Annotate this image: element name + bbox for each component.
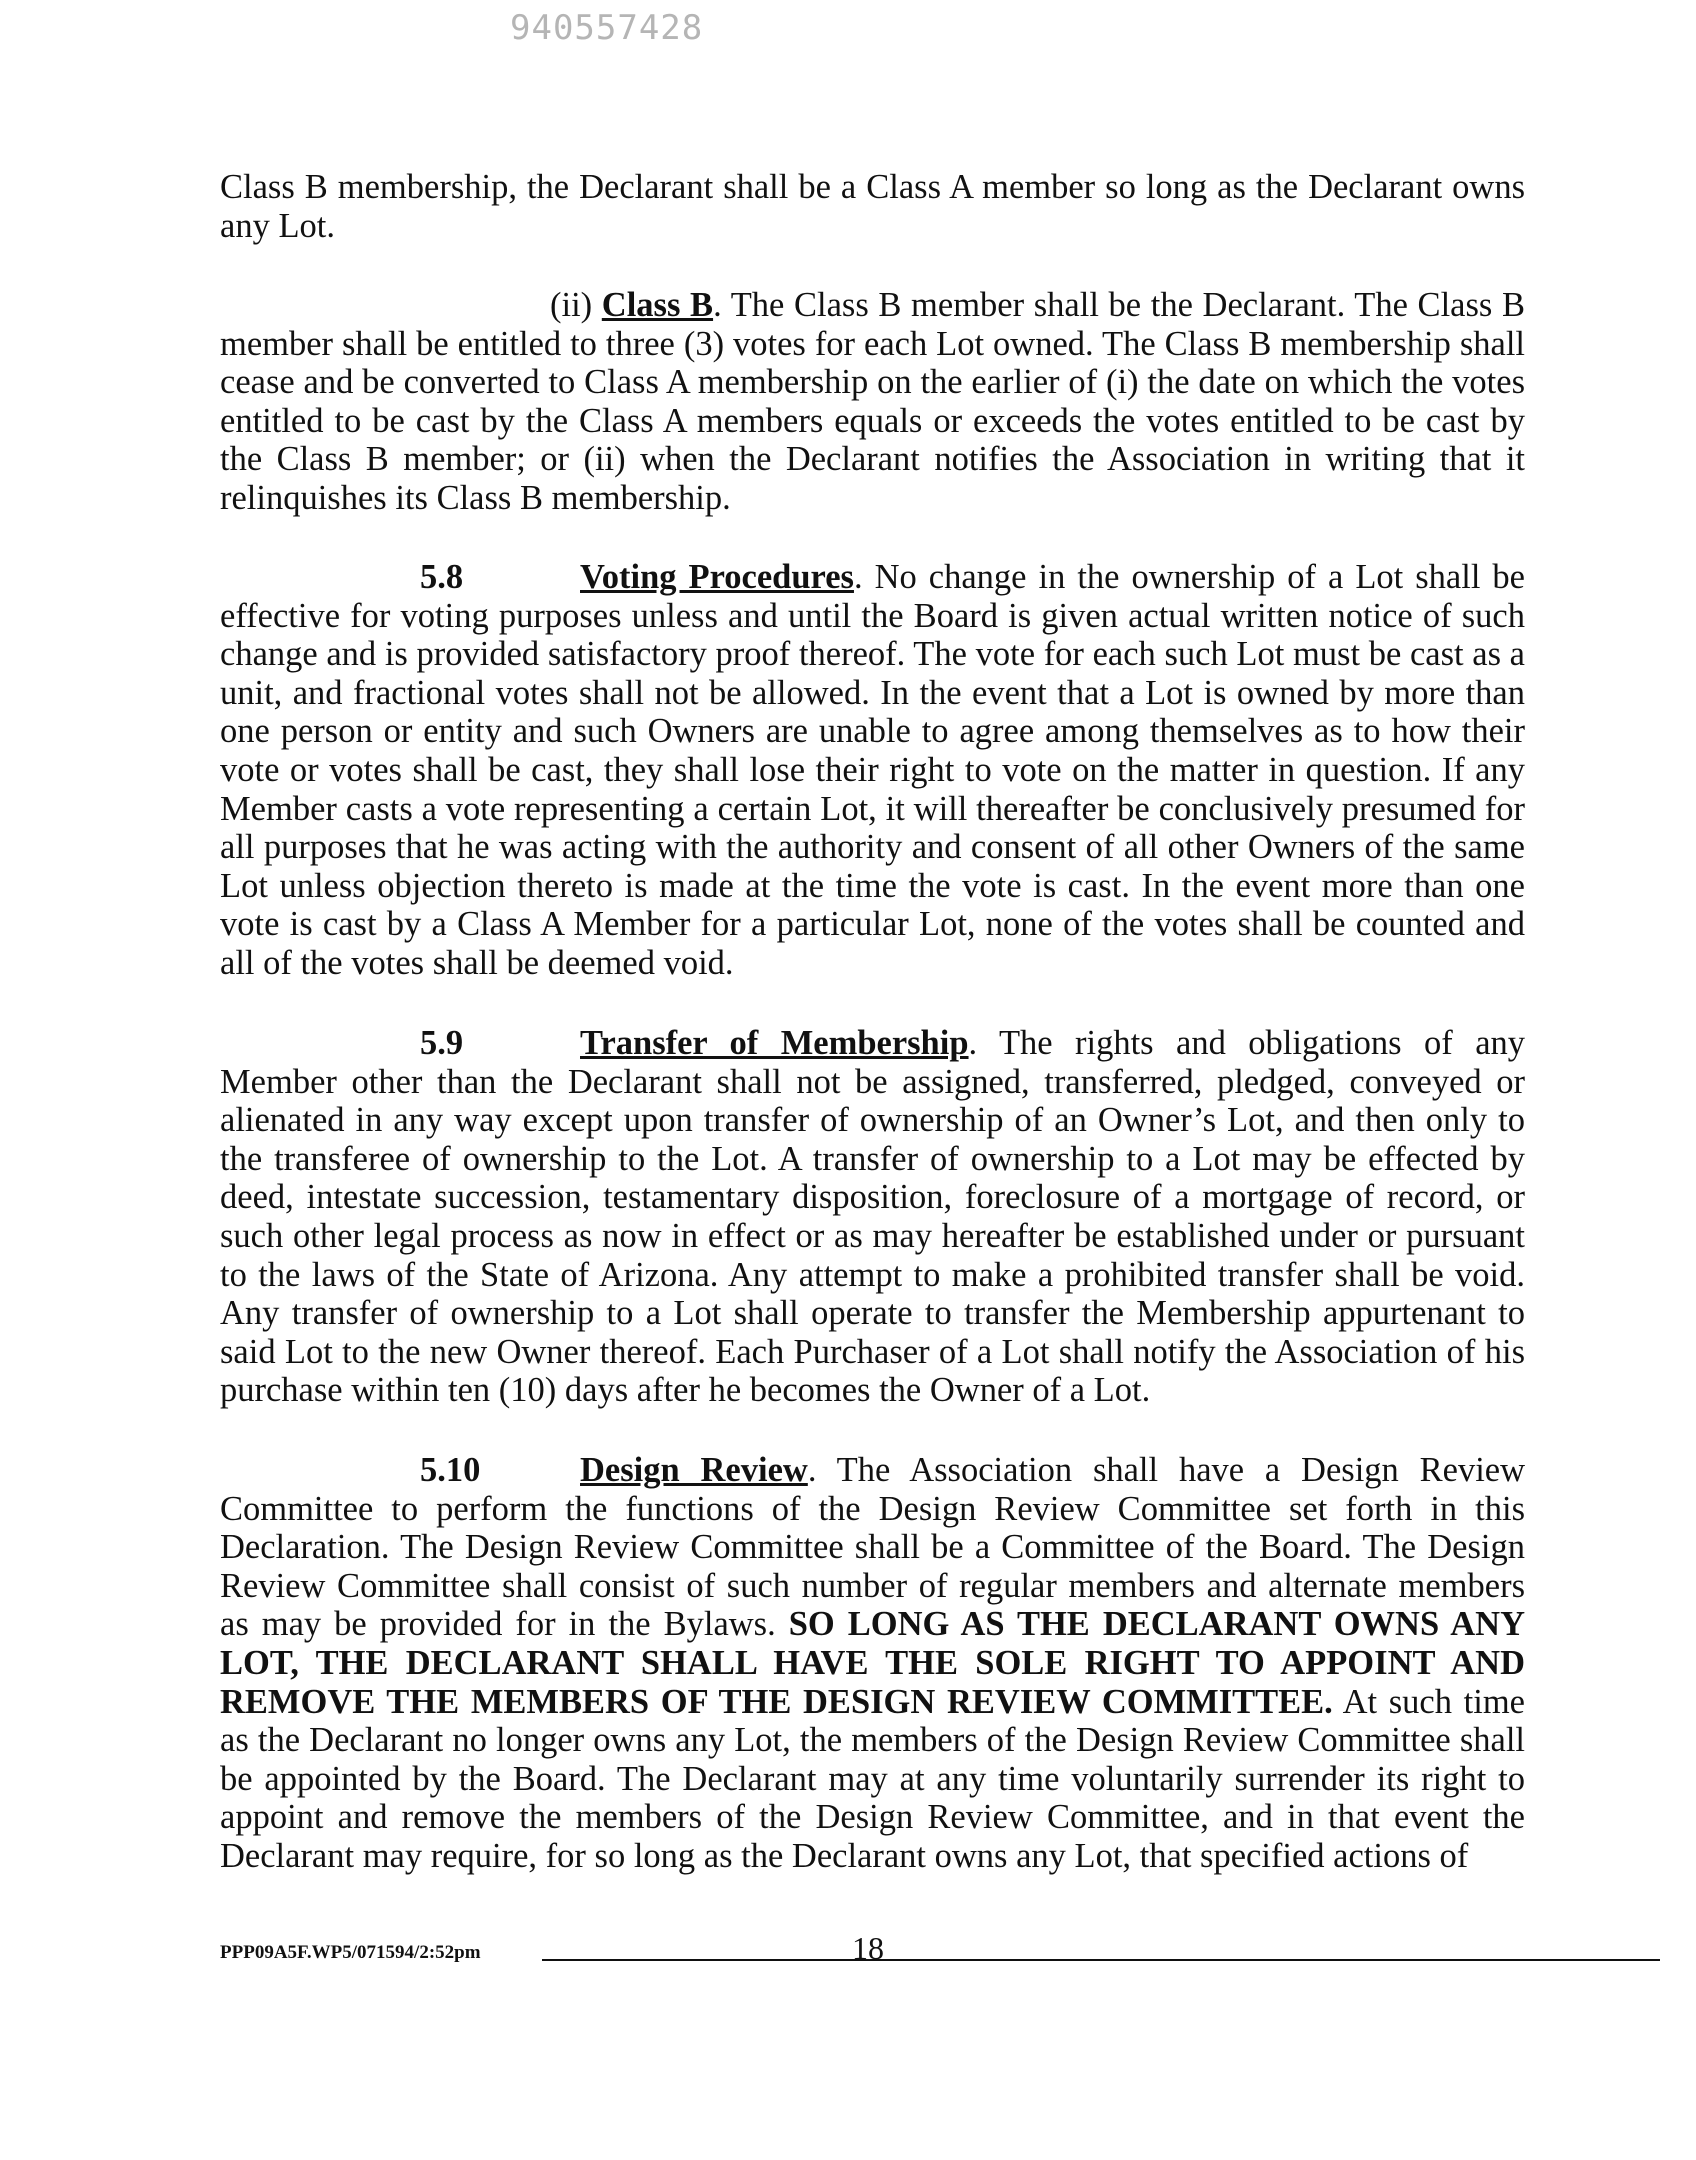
section-5-8-voting-procedures bbox=[220, 558, 1525, 983]
section-heading: Transfer of Membership bbox=[580, 1024, 969, 1062]
section-text-after: At such time as the Declarant no longer owns any Lot, the members of the Design Review Committee shall be appointed by the Board. The Declarant may at any time voluntarily surrender its right to appoint and remove the members of the Design Review Committee, and in that event the Declarant may require, for so long as the Declarant owns any Lot, that specified actions of bbox=[220, 1682, 1525, 1875]
section-number: 5.9 bbox=[420, 1024, 464, 1062]
footer-rule-right bbox=[912, 1959, 1660, 1961]
section-heading: Voting Procedures bbox=[580, 558, 854, 596]
class-b-heading: Class B bbox=[601, 286, 714, 324]
section-heading: Design Review bbox=[580, 1451, 808, 1489]
footer-page-number: 18 bbox=[852, 1930, 884, 1966]
footer-file-code: PPP09A5F.WP5/071594/2:52pm bbox=[220, 1942, 481, 1963]
section-text-before: . The Association shall have a Design Review Committee to perform the functions of the Design Review Committee set forth in this Declaration. The Design Review Committee shall be a Committee of the Board. The Design Review Committee shall consist of such number of regular members and alternate members as may be provided for in the Bylaws. bbox=[220, 1451, 1526, 1644]
section-5-10-design-review bbox=[220, 1451, 1525, 1876]
class-b-prefix: (ii) bbox=[550, 286, 602, 324]
class-b-text: . The Class B member shall be the Declarant. The Class B member shall be entitled to three (3) votes for each Lot owned. The Class B membership shall cease and be converted to Class A membership on the earlier of (i) the date on which the votes entitled to be cast by the Class A members equals or exceeds the votes entitled to be cast by the Class B member; or (ii) when the Declarant notifies the Association in writing that it relinquishes its Class B membership. bbox=[220, 286, 1525, 517]
section-5-9-transfer-of-membership bbox=[220, 1024, 1525, 1410]
section-number: 5.8 bbox=[420, 558, 464, 596]
page-footer bbox=[220, 1930, 1660, 1966]
document-stamp-number: 940557428 bbox=[510, 8, 704, 48]
section-text: . The rights and obligations of any Member other than the Declarant shall not be assigned, transferred, pledged, conveyed or alienated in any way except upon transfer of ownership of an Owner’s Lot, and then only to the transferee of ownership to the Lot. A transfer of ownership to a Lot may be effected by deed, intestate succession, testamentary disposition, foreclosure of a mortgage of record, or such other legal process as now in effect or as may hereafter be established under or pursuant to the laws of the State of Arizona. Any attempt to make a prohibited transfer shall be void. Any transfer of ownership to a Lot shall operate to transfer the Membership appurtenant to said Lot to the new Owner thereof. Each Purchaser of a Lot shall notify the Association of his purchase within ten (10) days after he becomes the Owner of a Lot. bbox=[220, 1024, 1526, 1410]
paragraph-class-a-continuation: Class B membership, the Declarant shall be a Class A member so long as the Declarant owns any Lot. bbox=[220, 168, 1525, 245]
section-text: . No change in the ownership of a Lot shall be effective for voting purposes unless and until the Board is given actual written notice of such change and is provided satisfactory proof thereof. The vote for each such Lot must be cast as a unit, and fractional votes shall not be allowed. In the event that a Lot is owned by more than one person or entity and such Owners are unable to agree among themselves as to how their vote or votes shall be cast, they shall lose their right to vote on the matter in question. If any Member casts a vote representing a certain Lot, it will thereafter be conclusively presumed for all purposes that he was acting with the authority and consent of all other Owners of the same Lot unless objection thereto is made at the time the vote is cast. In the event more than one vote is cast by a Class A Member for a particular Lot, none of the votes shall be counted and all of the votes shall be deemed void. bbox=[220, 558, 1525, 982]
paragraph-class-b bbox=[220, 286, 1525, 518]
section-bold-caps-text: SO LONG AS THE DECLARANT OWNS ANY LOT, THE DECLARANT SHALL HAVE THE SOLE RIGHT TO APPOINT AND REMOVE THE MEMBERS OF THE DESIGN REVIEW COMMITTEE. bbox=[220, 1605, 1526, 1721]
section-number: 5.10 bbox=[420, 1451, 481, 1489]
